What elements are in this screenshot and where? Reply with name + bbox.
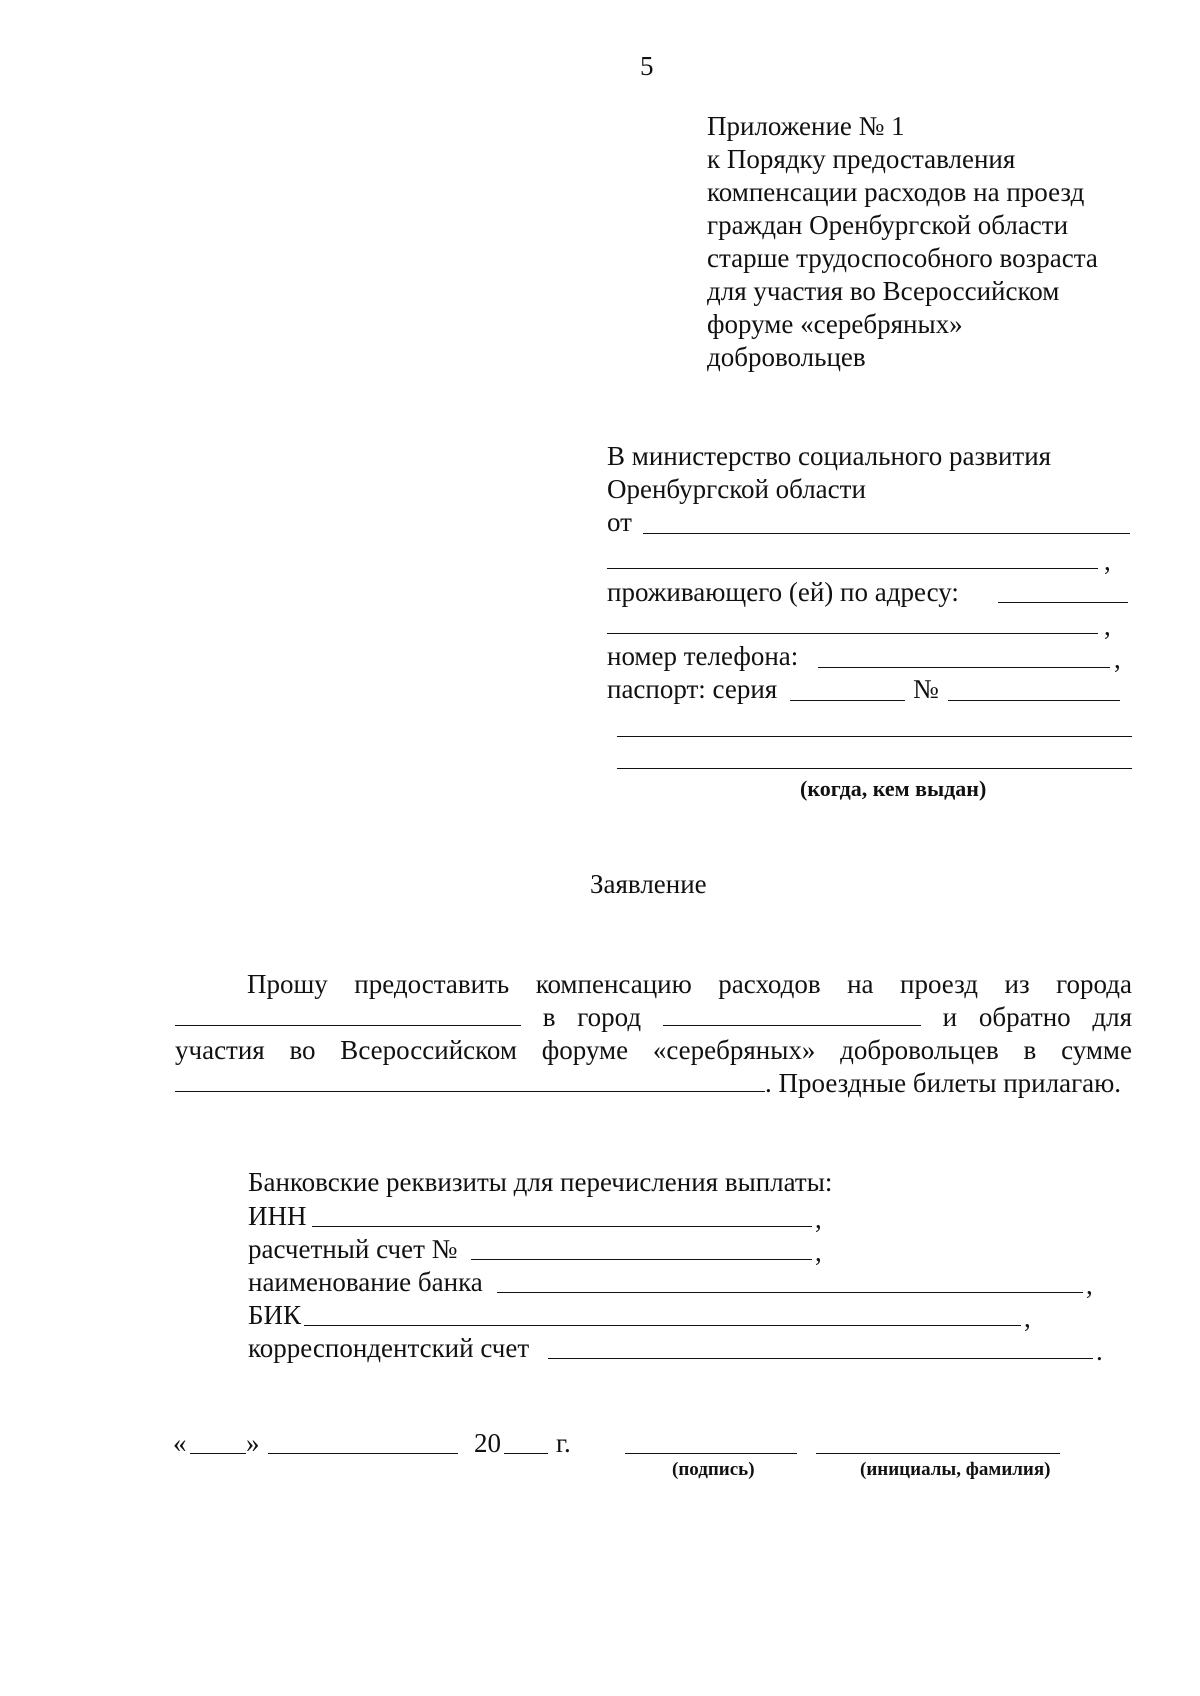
appendix-line: форуме «серебряных»: [707, 309, 963, 339]
page-number: 5: [640, 51, 654, 81]
comma: ,: [1104, 611, 1111, 641]
from-city-field[interactable]: [175, 1003, 521, 1026]
period: .: [1096, 1336, 1103, 1366]
appendix-line: граждан Оренбургской области: [707, 210, 1069, 240]
comma: ,: [815, 1204, 822, 1234]
amount-field[interactable]: [175, 1069, 765, 1092]
issued-caption: (когда, кем выдан): [800, 776, 987, 801]
from-label: от: [607, 507, 632, 537]
corr-account-field[interactable]: [548, 1358, 1093, 1359]
address-label: проживающего (ей) по адресу:: [607, 577, 959, 607]
passport-number-sign: №: [913, 674, 939, 704]
bank-name-label: наименование банка: [248, 1267, 483, 1297]
to-city-field[interactable]: [663, 1003, 921, 1026]
date-month-field[interactable]: [268, 1453, 458, 1454]
name-field[interactable]: [816, 1453, 1060, 1454]
account-field[interactable]: [471, 1259, 812, 1260]
body-text: и обратно для участия во Всероссийском форуме «серебряных» добровольцев в сумме: [175, 1002, 1133, 1065]
account-label: расчетный счет №: [248, 1234, 458, 1264]
comma: ,: [815, 1237, 822, 1267]
passport-series-field[interactable]: [790, 700, 905, 701]
phone-field[interactable]: [818, 667, 1110, 668]
name-caption: (инициалы, фамилия): [860, 1459, 1051, 1480]
from-name-field-continued[interactable]: [607, 568, 1098, 569]
comma: ,: [1114, 644, 1121, 674]
address-field[interactable]: [998, 602, 1128, 603]
appendix-line: для участия во Всероссийском: [707, 276, 1060, 306]
date-year-suffix: г.: [556, 1428, 571, 1458]
addressee-ministry: В министерство социального развития: [607, 441, 1052, 471]
phone-label: номер телефона:: [607, 641, 799, 671]
body-text: . Проездные билеты прилагаю.: [765, 1068, 1122, 1098]
from-name-field[interactable]: [643, 533, 1130, 534]
comma: ,: [1024, 1303, 1031, 1333]
address-field-continued[interactable]: [607, 633, 1098, 634]
signature-field[interactable]: [625, 1453, 797, 1454]
corr-account-label: корреспондентский счет: [248, 1333, 530, 1363]
comma: ,: [1104, 546, 1111, 576]
date-day-field[interactable]: [190, 1453, 246, 1454]
bank-name-field[interactable]: [497, 1292, 1083, 1293]
appendix-line: старше трудоспособного возраста: [707, 243, 1098, 273]
inn-label: ИНН: [248, 1201, 307, 1231]
passport-number-field[interactable]: [948, 700, 1120, 701]
application-body: [175, 968, 1132, 1100]
bik-field[interactable]: [304, 1325, 1021, 1326]
appendix-line: компенсации расходов на проезд: [707, 177, 1085, 207]
comma: ,: [1086, 1270, 1093, 1300]
appendix-line: Приложение № 1: [707, 111, 905, 141]
date-open-quote: «: [173, 1428, 187, 1458]
body-text: Прошу предоставить компенсацию расходов на проезд из города: [247, 969, 1132, 999]
inn-field[interactable]: [312, 1226, 812, 1227]
addressee-region: Оренбургской области: [607, 474, 866, 504]
passport-series-label: паспорт: серия: [607, 674, 778, 704]
signature-caption: (подпись): [672, 1459, 755, 1480]
body-text: в город: [542, 1002, 642, 1032]
bik-label: БИК: [248, 1300, 302, 1330]
date-close-quote: »: [246, 1428, 260, 1458]
date-year-prefix: 20: [474, 1428, 501, 1458]
appendix-line: к Порядку предоставления: [707, 144, 1016, 174]
bank-heading: Банковские реквизиты для перечисления выплаты:: [248, 1167, 833, 1197]
passport-issued-field[interactable]: [617, 736, 1132, 737]
passport-issued-field-continued[interactable]: [617, 768, 1132, 769]
document-title: Заявление: [590, 869, 707, 899]
appendix-line: добровольцев: [707, 342, 866, 372]
date-year-field[interactable]: [504, 1453, 548, 1454]
